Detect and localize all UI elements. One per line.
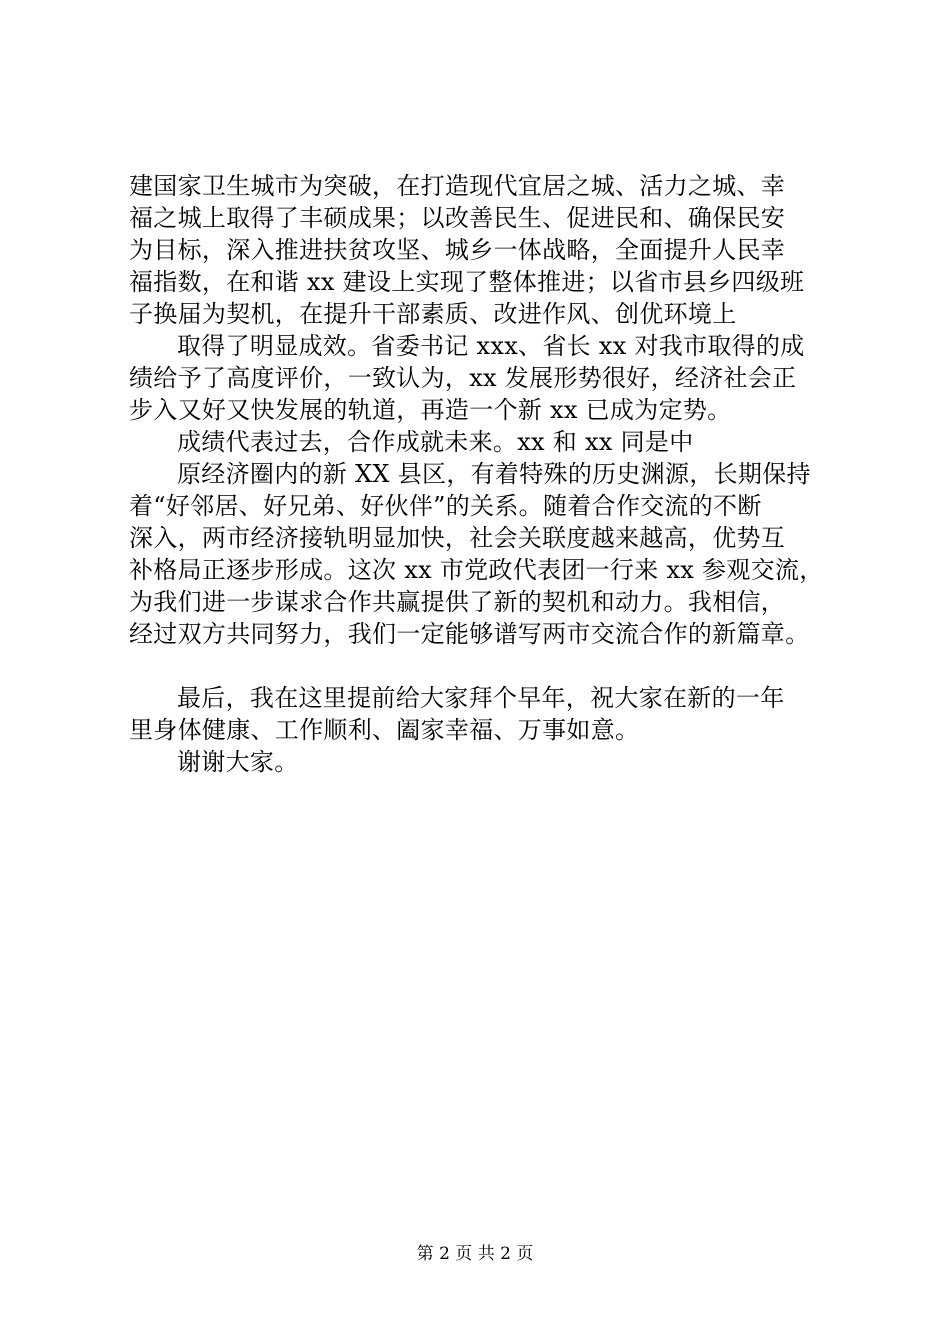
paragraph-start-line: 最后，我在这里提前给大家拜个早年，祝大家在新的一年	[177, 684, 785, 712]
page-number-info: 第 2 页 共 2 页	[416, 1244, 534, 1264]
text-line: 为目标，深入推进扶贫攻坚、城乡一体战略，全面提升人民幸	[129, 236, 786, 264]
text-line: 补格局正逐步形成。这次 xx 市党政代表团一行来 xx 参观交流，	[129, 556, 824, 584]
text-line: 福之城上取得了丰硕成果；以改善民生、促进民和、确保民安	[129, 204, 786, 232]
text-line: 为我们进一步谋求合作共赢提供了新的契机和动力。我相信，	[129, 588, 786, 616]
text-line: 福指数，在和谐 xx 建设上实现了整体推进；以省市县乡四级班	[129, 268, 805, 296]
paragraph-start-line: 取得了明显成效。省委书记 xxx、省长 xx 对我市取得的成	[177, 332, 805, 360]
paragraph-start-line: 谢谢大家。	[177, 748, 299, 776]
text-line: 经过双方共同努力，我们一定能够谱写两市交流合作的新篇章。	[129, 620, 810, 648]
text-line: 子换届为契机，在提升干部素质、改进作风、创优环境上	[129, 300, 737, 328]
text-line: 着“好邻居、好兄弟、好伙伴”的关系。随着合作交流的不断	[129, 492, 762, 520]
text-line: 步入又好又快发展的轨道，再造一个新 xx 已成为定势。	[129, 396, 732, 424]
paragraph-start-line: 原经济圈内的新 XX 县区，有着特殊的历史渊源，长期保持	[177, 460, 811, 488]
text-line: 建国家卫生城市为突破，在打造现代宜居之城、活力之城、幸	[129, 172, 786, 200]
text-line: 里身体健康、工作顺利、阖家幸福、万事如意。	[129, 716, 640, 744]
paragraph-start-line: 成绩代表过去，合作成就未来。xx 和 xx 同是中	[177, 428, 694, 456]
page-footer	[0, 1244, 950, 1264]
text-line: 绩给予了高度评价，一致认为，xx 发展形势很好，经济社会正	[129, 364, 797, 392]
document-body	[129, 170, 869, 778]
text-line: 深入，两市经济接轨明显加快，社会关联度越来越高，优势互	[129, 524, 786, 552]
paragraph-gap	[129, 650, 869, 682]
